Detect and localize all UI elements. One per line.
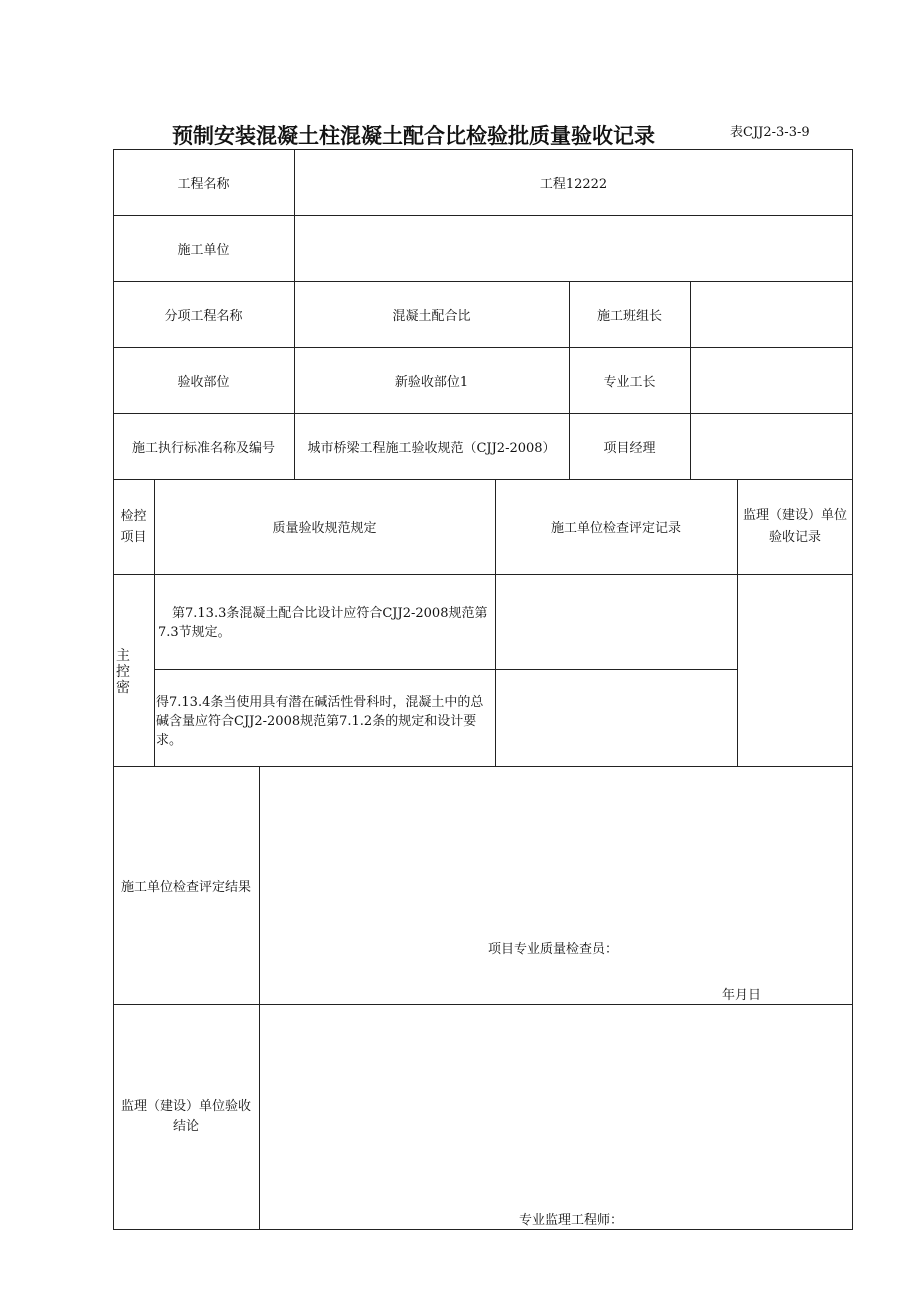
contractor-label: 施工单位	[177, 242, 230, 258]
contractor-record-header: 施工单位检查评定记录	[550, 521, 681, 536]
subitem-value: 混凝土配合比	[392, 308, 471, 324]
inspection-part-value: 新验收部位1	[394, 374, 469, 390]
project-name-value: 工程12222	[539, 176, 608, 192]
pm-value	[690, 413, 853, 479]
standard-label: 施工执行标准名称及编号	[131, 440, 275, 456]
foreman-label: 专业工长	[603, 374, 656, 390]
inspection-part-label: 验收部位	[177, 374, 230, 390]
page-title: 预制安装混凝土柱混凝土配合比检验批质量验收记录	[172, 124, 655, 148]
pm-label: 项目经理	[603, 440, 656, 456]
spec-header: 质量验收规范规定	[272, 521, 377, 536]
result-label: 施工单位检查评定结果	[120, 879, 251, 895]
team-leader-label: 施工班组长	[596, 308, 662, 324]
contractor-value	[294, 215, 853, 281]
date-label: 年月日	[722, 988, 762, 1003]
row-divider	[113, 574, 853, 575]
engineer-signature-label: 专业监理工程师：	[519, 1213, 624, 1228]
project-name-label: 工程名称	[177, 176, 230, 192]
foreman-value	[690, 347, 853, 413]
main-control-item-1: 第7.13.3条混凝土配合比设计应符合CJJ2-2008规范第7.3节规定。	[158, 606, 488, 640]
team-leader-value	[690, 281, 853, 347]
standard-value: 城市桥梁工程施工验收规范（CJJ2-2008）	[307, 440, 556, 456]
row-divider	[154, 669, 737, 670]
col-divider	[259, 766, 260, 1230]
form-code: 表CJJ2-3-3-9	[730, 125, 810, 140]
main-control-label: 主控密	[116, 648, 130, 696]
supervisor-record-header: 监理（建设）单位验收记录	[743, 507, 848, 545]
subitem-label: 分项工程名称	[164, 308, 243, 324]
conclusion-label: 监理（建设）单位验收结论	[121, 1099, 252, 1134]
check-item-header: 检控项目	[120, 508, 147, 545]
main-control-item-2: 得7.13.4条当使用具有潜在碱活性骨科时，混凝土中的总碱含量应符合CJJ2-2008规范第7.1.2条的规定和设计要求。	[156, 695, 484, 748]
inspector-signature-label: 项目专业质量检查员：	[488, 942, 619, 957]
